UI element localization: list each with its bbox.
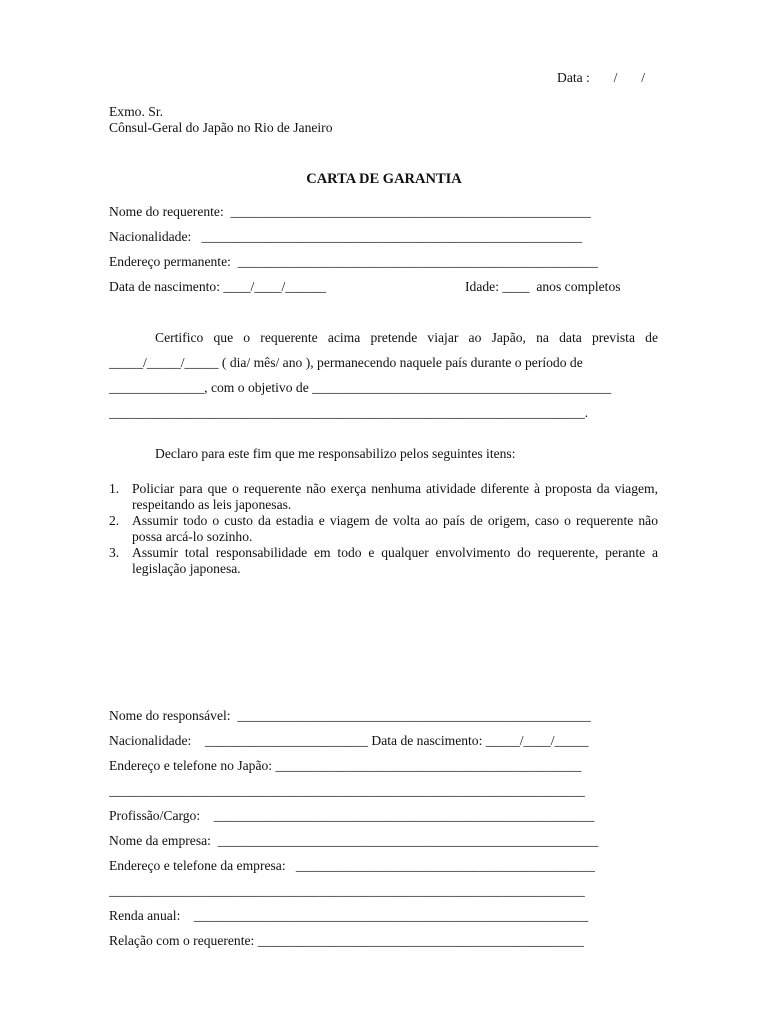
applicant-address-field: Endereço permanente: _____________________________________________________ bbox=[109, 254, 598, 269]
guarantor-nationality-field: Nacionalidade: ________________________ Data de nascimento: _____/____/_____ bbox=[109, 733, 589, 748]
document-title: CARTA DE GARANTIA bbox=[306, 171, 462, 187]
addressee-title: Cônsul-Geral do Japão no Rio de Janeiro bbox=[109, 120, 333, 135]
applicant-nationality-field: Nacionalidade: ________________________________________________________ bbox=[109, 229, 583, 244]
list-item: 1. Policiar para que o requerente não exerça nenhuma atividade diferente à proposta da viagem, respeitando as leis japonesas. bbox=[109, 481, 658, 512]
addressee-salutation: Exmo. Sr. bbox=[109, 104, 164, 119]
certificate-line-1: Certifico que o requerente acima pretende viajar ao Japão, na data prevista de bbox=[155, 330, 658, 345]
applicant-birth-field: Data de nascimento: ____/____/______ bbox=[109, 279, 327, 294]
guarantor-address-japan-continuation: ______________________________________________________________________ bbox=[109, 783, 585, 798]
guarantor-company-field: Nome da empresa: ________________________________________________________ bbox=[109, 833, 599, 848]
guarantor-company-address-continuation: ______________________________________________________________________ bbox=[109, 883, 585, 898]
date-line: Data : / / bbox=[557, 70, 645, 85]
guarantor-address-japan-field: Endereço e telefone no Japão: _____________________________________________ bbox=[109, 758, 582, 773]
guarantor-income-field: Renda anual: __________________________________________________________ bbox=[109, 908, 589, 923]
list-item: 3. Assumir total responsabilidade em todo e qualquer envolvimento do requerente, perante a legislação japonesa. bbox=[109, 545, 658, 576]
list-item: 2. Assumir todo o custo da estadia e viagem de volta ao país de origem, caso o requerente não possa arcá-lo sozinho. bbox=[109, 513, 658, 544]
declaration-intro: Declaro para este fim que me responsabilizo pelos seguintes itens: bbox=[155, 446, 516, 461]
certificate-line-3: ______________, com o objetivo de ____________________________________________ bbox=[109, 380, 612, 395]
responsibility-list bbox=[109, 481, 658, 577]
guarantor-relation-field: Relação com o requerente: ________________________________________________ bbox=[109, 933, 584, 948]
guarantor-profession-field: Profissão/Cargo: ________________________________________________________ bbox=[109, 808, 595, 823]
guarantor-name-field: Nome do responsável: ____________________________________________________ bbox=[109, 708, 591, 723]
certificate-line-4: ______________________________________________________________________. bbox=[109, 405, 589, 420]
certificate-line-2: _____/_____/_____ ( dia/ mês/ ano ), permanecendo naquele país durante o período de bbox=[109, 355, 583, 370]
guarantor-company-address-field: Endereço e telefone da empresa: ____________________________________________ bbox=[109, 858, 595, 873]
applicant-age-field: Idade: ____ anos completos bbox=[465, 279, 621, 294]
applicant-name-field: Nome do requerente: _____________________________________________________ bbox=[109, 204, 591, 219]
